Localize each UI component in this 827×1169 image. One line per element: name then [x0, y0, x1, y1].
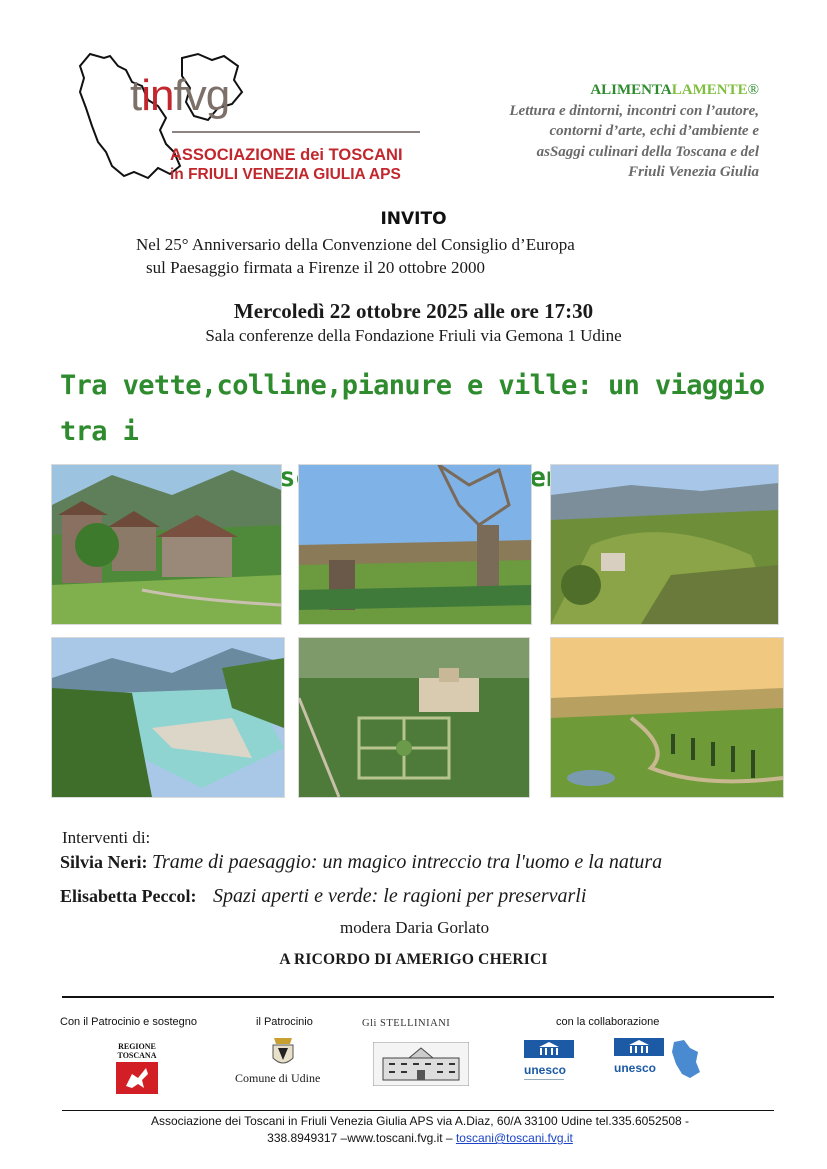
invito-heading: INVITO — [380, 209, 447, 229]
alimentalamente-tagline-4: Friuli Venezia Giulia — [628, 164, 759, 180]
alimentalamente-tagline-2: contorni d’arte, echi d’ambiente e — [549, 123, 759, 139]
speaker-name-2: Elisabetta Peccol: — [60, 886, 197, 906]
memorial-line: A RICORDO DI AMERIGO CHERICI — [279, 951, 548, 968]
association-logo — [62, 48, 432, 198]
patronage-label-1: Con il Patrocinio e sostegno — [60, 1016, 197, 1028]
patronage-label-4: con la collaborazione — [556, 1016, 660, 1028]
photo-tuscan-cypress-road — [550, 637, 784, 798]
moderator: modera Daria Gorlato — [340, 918, 490, 937]
event-title-line-1: Tra vette,colline,pianure e ville: un viaggio tra i — [60, 370, 765, 447]
unesco-logo-2 — [614, 1038, 704, 1090]
unesco-temple-icon — [524, 1040, 574, 1058]
event-venue: Sala conferenze della Fondazione Friuli via Gemona 1 Udine — [205, 326, 622, 345]
alimentalamente-block — [509, 80, 759, 183]
unesco-caption-lines-1 — [524, 1079, 564, 1086]
logo-line-2: in FRIULI VENEZIA GIULIA APS — [170, 166, 401, 183]
speakers-intro: Interventi di: — [62, 828, 151, 847]
speaker-talk-1: Trame di paesaggio: un magico intreccio tra l'uomo e la natura — [152, 851, 663, 873]
logo-divider — [172, 131, 420, 133]
alimentalamente-tagline-1: Lettura e dintorni, incontri con l’autore, — [509, 102, 759, 119]
unesco-logo-1 — [524, 1040, 576, 1090]
footer-contact-line: 338.8949317 –www.toscani.fvg.it – toscani@toscani.fvg.it — [267, 1131, 573, 1145]
footer-address: Associazione dei Toscani in Friuli Venezia Giulia APS via A.Diaz, 60/A 33100 Udine tel.335.6052508 - — [150, 1114, 690, 1128]
photo-river-valley — [51, 637, 285, 798]
comune-udine-label: Comune di Udine — [235, 1071, 321, 1085]
photo-willow-trees — [298, 464, 532, 625]
patronage-label-2: il Patrocinio — [256, 1016, 313, 1028]
anniversary-line-1: Nel 25° Anniversario della Convenzione del Consiglio d’Europa — [136, 235, 575, 254]
tuscany-map-icon — [670, 1038, 702, 1082]
logo-line-1: ASSOCIAZIONE dei TOSCANI — [170, 146, 403, 164]
unesco-temple-icon-2 — [614, 1038, 664, 1056]
alimentalamente-brand: ALIMENTALAMENTE® — [590, 82, 759, 98]
speaker-talk-2: Spazi aperti e verde: le ragioni per preservarli — [212, 885, 587, 907]
event-date: Mercoledì 22 ottobre 2025 alle ore 17:30 — [233, 299, 594, 323]
divider-top — [62, 996, 774, 998]
stelliniani-building-icon — [373, 1042, 469, 1086]
alimentalamente-tagline-3: asSaggi culinari della Toscana e del — [536, 143, 759, 160]
unesco-text-1: unesco — [524, 1063, 567, 1077]
regione-toscana-text: REGIONE TOSCANA — [117, 1042, 157, 1060]
footer-email-link[interactable]: toscani@toscani.fvg.it — [455, 1131, 573, 1145]
divider-bottom — [62, 1110, 774, 1111]
speaker-name-1: Silvia Neri: — [60, 852, 148, 872]
patronage-label-3: Gli STELLINIANI — [362, 1018, 451, 1029]
pegasus-icon — [114, 1060, 160, 1096]
regione-toscana-logo — [114, 1042, 160, 1098]
speaker-row-1 — [60, 851, 662, 874]
udine-coat-of-arms-icon — [268, 1034, 298, 1070]
footer-contact — [80, 1113, 760, 1147]
photo-vineyard-hills — [550, 464, 779, 625]
photo-mountain-village — [51, 464, 282, 625]
logo-wordmark: tinfvg — [130, 71, 230, 120]
anniversary-line-2: sul Paesaggio firmata a Firenze il 20 ottobre 2000 — [146, 258, 485, 277]
speaker-row-2 — [60, 885, 586, 908]
photo-villa-garden — [298, 637, 530, 798]
unesco-text-2: unesco — [614, 1061, 657, 1075]
